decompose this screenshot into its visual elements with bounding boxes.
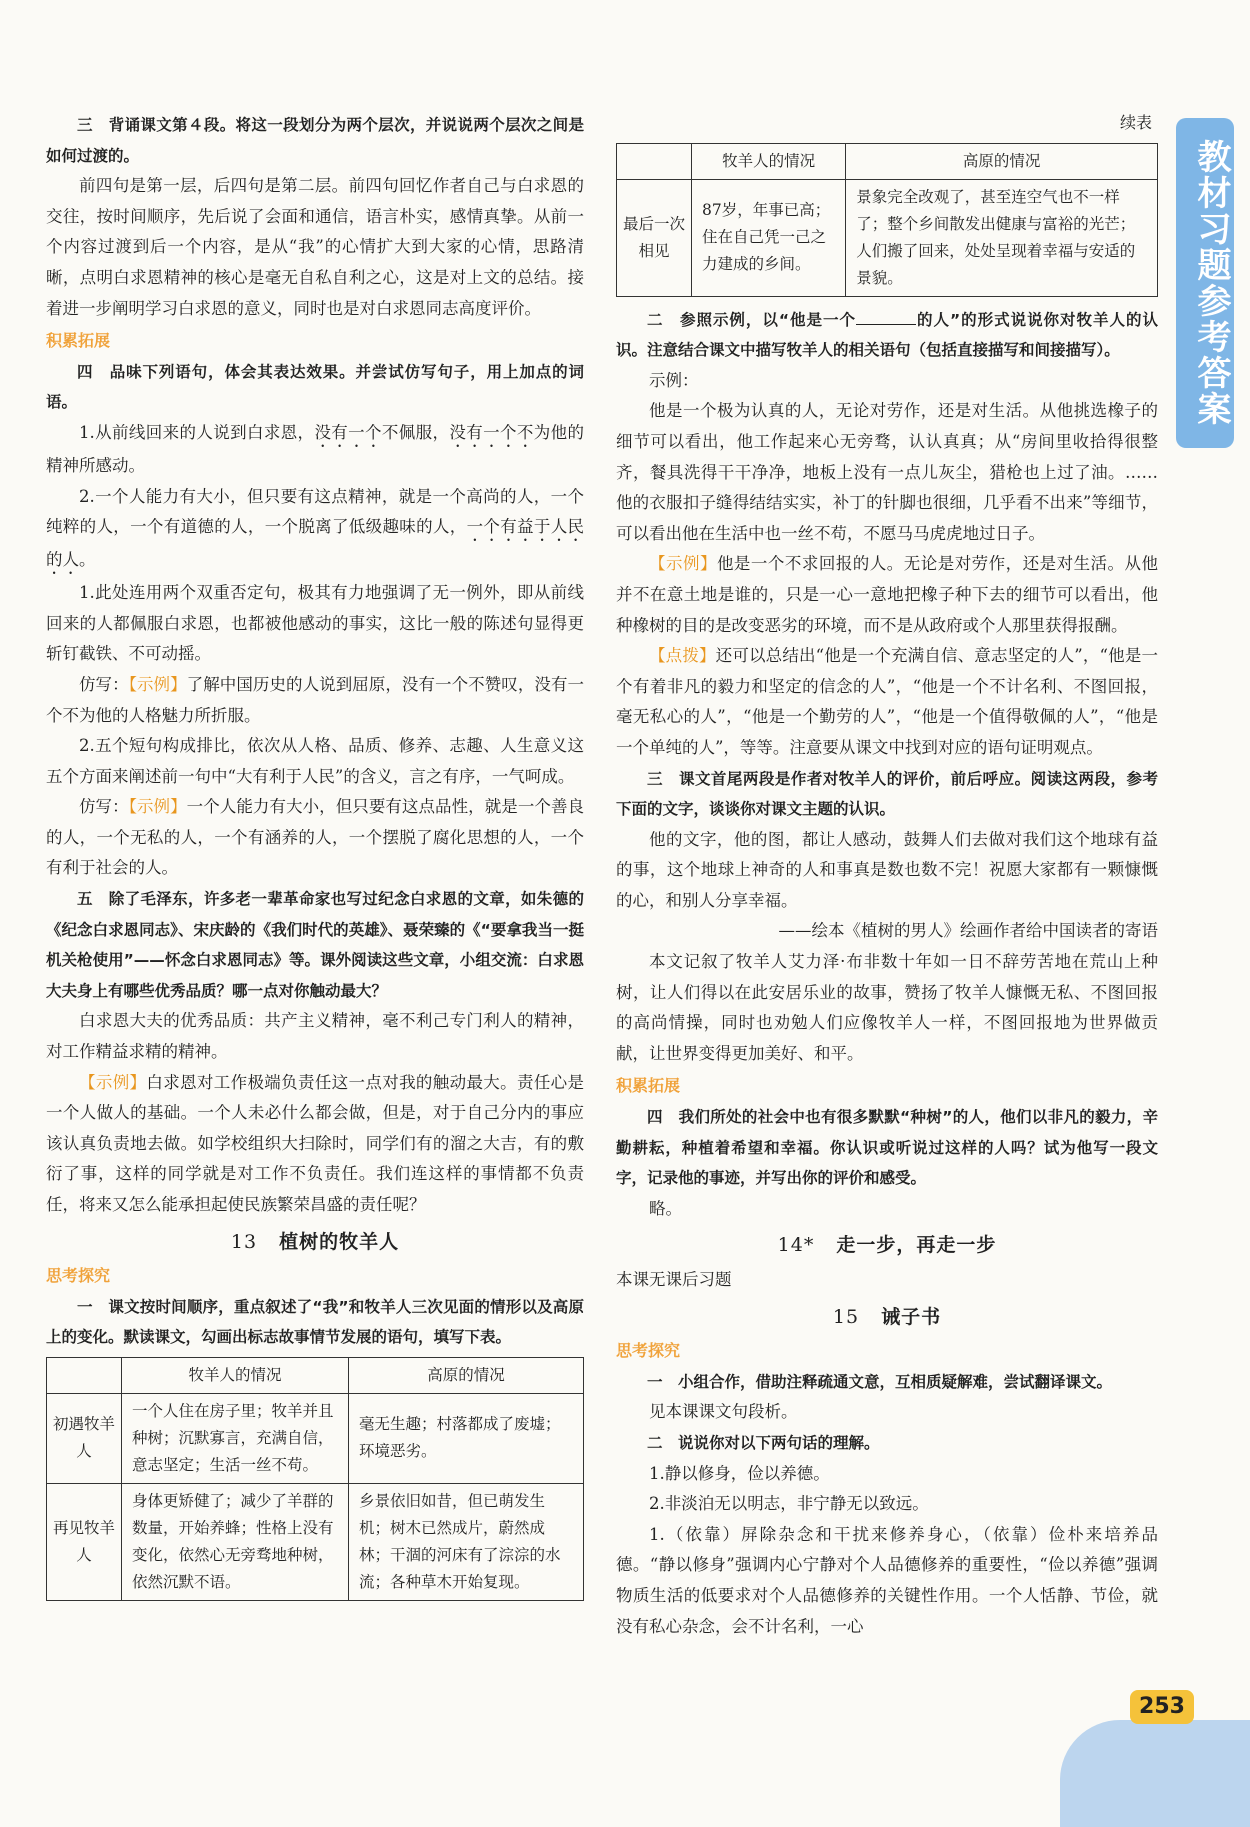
chapter-14-heading xyxy=(616,1230,1158,1261)
question-5-answer: 白求恩大夫的优秀品质：共产主义精神，毫不利己专门利人的精神，对工作精益求精的精神。 xyxy=(46,1011,584,1062)
question-5-title: 五 除了毛泽东，许多老一辈革命家也写过纪念白求恩的文章，如朱德的《纪念白求恩同志》、宋庆龄的《我们时代的英雄》、聂荣臻的《“要拿我当一挺机关枪使用”——怀念白求恩同志》等。课外阅读这些文章，小组交流：白求恩大夫身上有哪些优秀品质？哪一点对你触动最大？ xyxy=(46,890,584,1000)
question-4-answer: 略。 xyxy=(649,1198,682,1218)
cell-shepherd: 身体更矫健了；减少了羊群的数量，开始养蜂；性格上没有变化，依然心无旁骛地种树，依然沉默不语。 xyxy=(122,1483,349,1600)
left-column xyxy=(46,110,584,1609)
chapter-15-sentence-2: 2.非淡泊无以明志，非宁静无以致远。 xyxy=(649,1494,929,1514)
example-2 xyxy=(616,549,1158,641)
question-3-answer: 前四句是第一层，后四句是第二层。前四句回忆作者自己与白求恩的交往，按时间顺序，先后说了会面和通信，语言朴实，感情真挚。从前一个内容过渡到后一个内容，是从“我”的心情扩大到大家的心情，思路清晰，点明白求恩精神的核心是毫无自私自利之心，这是对上文的总结。接着进一步阐明学习白求恩的意义，同时也是对白求恩同志高度评价。 xyxy=(46,176,584,318)
question-4-sentence-1 xyxy=(46,418,584,482)
answer-2: 2.五个短句构成排比，依次从人格、品质、修养、志趣、人生意义这五个方面来阐述前一句中“大有利于人民”的含义，言之有序，一气呵成。 xyxy=(46,736,584,786)
question-3-title: 三 课文首尾两段是作者对牧羊人的评价，前后呼应。阅读这两段，参考下面的文字，谈谈你对课文主题的认识。 xyxy=(616,769,1158,819)
example-2-text: 他是一个不求回报的人。无论是对劳作，还是对生活。从他并不在意土地是谁的，只是一心一意地把橡子种下去的细节可以看出，他种橡树的目的是改变恶劣的环境，而不是从政府或个人那里获得报酬。 xyxy=(616,554,1159,635)
chapter-15-heading xyxy=(616,1302,1158,1333)
question-3-title: 三 背诵课文第４段。将这一段划分为两个层次，并说说两个层次之间是如何过渡的。 xyxy=(46,116,584,165)
answer-1: 1.此处连用两个双重否定句，极其有力地强调了无一例外，即从前线回来的人都佩服白求恩，也都被他感动的事实，这比一般的陈述句显得更斩钉截铁、不可动摇。 xyxy=(46,583,584,664)
hint-text: 还可以总结出“他是一个充满自信、意志坚定的人”，“他是一个有着非凡的毅力和坚定的信念的人”，“他是一个不计名利、不图回报，毫无私心的人”，“他是一个勤劳的人”，“他是一个值得敬佩的人”，“他是一个单纯的人”，等等。注意要从课文中找到对应的语句证明观点。 xyxy=(616,646,1158,757)
question-5-example xyxy=(46,1068,584,1221)
chapter-15-answer-2: 1.（依靠）屏除杂念和干扰来修养身心，（依靠）俭朴来培养品德。“静以修身”强调内心宁静对个人品德修养的重要性，“俭以养德”强调物质生活的低要求对个人品德修养的关键性作用。一个人恬静、节俭，就没有私心杂念，会不计名利，一心 xyxy=(616,1524,1158,1636)
example-tag: 【示例】 xyxy=(128,797,187,817)
right-column xyxy=(616,110,1158,1642)
answer-1-imitation xyxy=(46,670,584,731)
quote-signature: ——绘本《植树的男人》绘画作者给中国读者的寄语 xyxy=(778,921,1158,941)
fill-blank xyxy=(856,308,916,325)
sentence-1-post: 为他的精神所感动。 xyxy=(46,422,585,475)
table-header-row xyxy=(617,143,1158,179)
hint-tag: 【点拨】 xyxy=(649,646,716,666)
cell-plateau: 毫无生趣；村落都成了废墟；环境恶劣。 xyxy=(349,1393,584,1483)
chapter-15-sentence-1: 1.静以修身，俭以养德。 xyxy=(649,1463,830,1483)
sentence-1-pre: 1.从前线回来的人说到白求恩， xyxy=(79,422,315,442)
side-tab-label: 教材习题参考答案 xyxy=(1176,118,1234,448)
example-tag: 【示例】 xyxy=(79,1072,147,1092)
imitation-label: 仿写： xyxy=(79,797,129,817)
imitation-text: 了解中国历史的人说到屈原，没有一个不赞叹，没有一个不为他的人格魅力所折服。 xyxy=(46,674,585,725)
cell-shepherd: 一个人住在房子里；牧羊并且种树；沉默寡言，充满自信，意志坚定；生活一丝不苟。 xyxy=(122,1393,349,1483)
table-row xyxy=(47,1483,584,1600)
q2-title-pre: 二 参照示例，以“他是一个 xyxy=(647,310,856,329)
quote-text: 他的文字，他的图，都让人感动，鼓舞人们去做对我们这个地球有益的事，这个地球上神奇的人和事真是数也数不完！祝愿大家都有一颗慷慨的心，和别人分享幸福。 xyxy=(616,829,1158,910)
cell-plateau: 景象完全改观了，甚至连空气也不一样了；整个乡间散发出健康与富裕的光芒；人们搬了回来，处处呈现着幸福与安适的景貌。 xyxy=(846,179,1158,296)
row-label: 最后一次相见 xyxy=(617,179,692,296)
section-heading-sikao: 思考探究 xyxy=(616,1341,681,1361)
chapter-15-question-1: 一 小组合作，借助注释疏通文意，互相质疑解难，尝试翻译课文。 xyxy=(647,1372,1113,1391)
chapter-15-question-2: 二 说说你对以下两句话的理解。 xyxy=(647,1433,880,1452)
sentence-1-mid: 不佩服， xyxy=(381,422,450,442)
question-4-title: 四 我们所处的社会中也有很多默默“种树”的人，他们以非凡的毅力，辛勤耕耘，种植着希望和幸福。你认识或听说过这样的人吗？试为他写一段文字，记录他的事迹，并写出你的评价和感受。 xyxy=(616,1108,1158,1188)
table-row xyxy=(47,1393,584,1483)
imitation-text: 一个人能力有大小，但只要有这点品性，就是一个善良的人，一个无私的人，一个有涵养的人，一个摆脱了腐化思想的人，一个有利于社会的人。 xyxy=(46,797,585,878)
example-tag: 【示例】 xyxy=(128,674,187,694)
table-corner xyxy=(47,1357,122,1393)
section-heading-sikao: 思考探究 xyxy=(46,1266,111,1286)
chapter-title: 植树的牧羊人 xyxy=(279,1230,400,1253)
sentence-2-dotted: 一个有益于人民的人 xyxy=(46,517,585,570)
corner-decoration xyxy=(1060,1720,1250,1827)
sentence-1-dotted-2: 没有一个不 xyxy=(449,422,534,442)
column-header-plateau: 高原的情况 xyxy=(349,1357,584,1393)
sentence-2-pre: 2.一个人能力有大小，但只要有这点精神，就是一个高尚的人，一个纯粹的人，一个有道德的人，一个脱离了低级趣味的人， xyxy=(46,486,584,537)
table-header-row xyxy=(47,1357,584,1393)
question-4-sentence-2 xyxy=(46,482,584,579)
section-heading-jilei: 积累拓展 xyxy=(46,331,111,351)
row-label: 再见牧羊人 xyxy=(47,1483,122,1600)
chapter-title: 走一步，再走一步 xyxy=(836,1234,997,1257)
chapter-number: 13 xyxy=(230,1230,258,1253)
shepherd-table xyxy=(46,1357,584,1601)
hint xyxy=(616,641,1158,763)
question-4-title: 四 品味下列语句，体会其表达效果。并尝试仿写句子，用上加点的词语。 xyxy=(46,362,584,412)
table-continued-label: 续表 xyxy=(1119,113,1152,132)
section-heading-jilei: 积累拓展 xyxy=(616,1076,681,1096)
column-header-plateau: 高原的情况 xyxy=(846,143,1158,179)
example-tag: 【示例】 xyxy=(649,554,717,574)
chapter-15-answer-1: 见本课课文句段析。 xyxy=(649,1402,798,1422)
cell-shepherd: 87岁，年事已高；住在自己凭一己之力建成的乡间。 xyxy=(692,179,846,296)
sentence-2-post: 。 xyxy=(79,550,96,570)
answer-2-imitation xyxy=(46,792,584,884)
column-header-shepherd: 牧羊人的情况 xyxy=(122,1357,349,1393)
shepherd-table-continued xyxy=(616,143,1158,297)
q2-title-post: 的人”的形式说说你对牧羊人的认识。注意结合课文中描写牧羊人的相关语句（包括直接描写和间接描写）。 xyxy=(616,310,1158,360)
chapter-13-heading xyxy=(46,1227,584,1258)
cell-plateau: 乡景依旧如昔，但已萌发生机；树木已然成片，蔚然成林；干涸的河床有了淙淙的水流；各种草木开始复现。 xyxy=(349,1483,584,1600)
imitation-label: 仿写： xyxy=(79,674,129,694)
chapter-title: 诫子书 xyxy=(881,1305,942,1328)
table-corner xyxy=(617,143,692,179)
question-3-answer: 本文记叙了牧羊人艾力泽·布非数十年如一日不辞劳苦地在荒山上种树，让人们得以在此安居乐业的故事，赞扬了牧羊人慷慨无私、不图回报的高尚情操，同时也劝勉人们应像牧羊人一样，不图回报地为世界做贡献，让世界变得更加美好、和平。 xyxy=(616,952,1158,1063)
table-row xyxy=(617,179,1158,296)
example-text: 他是一个极为认真的人，无论对劳作，还是对生活。从他挑选橡子的细节可以看出，他工作起来心无旁骛，认认真真；从“房间里收拾得很整齐，餐具洗得干干净净，地板上没有一点儿灰尘，猎枪也上过了油。……他的衣服扣子缝得结结实实，补丁的针脚也很细，几乎看不出来”等细节，可以看出他在生活中也一丝不苟，不愿马马虎虎地过日子。 xyxy=(616,401,1158,543)
example-text: 白求恩对工作极端负责任这一点对我的触动最大。责任心是一个人做人的基础。一个人未必什么都会做，但是，对于自己分内的事应该认真负责地去做。如学校组织大扫除时，同学们有的溜之大吉，有的敷衍了事，这样的同学就是对工作不负责任。我们连这样的事情都不负责任，将来又怎么能承担起使民族繁荣昌盛的责任呢？ xyxy=(46,1072,585,1214)
page-number: 253 xyxy=(1130,1690,1194,1724)
example-label: 示例： xyxy=(649,370,699,390)
chapter-13-question-1: 一 课文按时间顺序，重点叙述了“我”和牧羊人三次见面的情形以及高原上的变化。默读课文，勾画出标志故事情节发展的语句，填写下表。 xyxy=(46,1297,584,1347)
chapter-14-note: 本课无课后习题 xyxy=(616,1270,732,1289)
question-2-title xyxy=(616,305,1158,366)
chapter-number: 14* xyxy=(777,1234,815,1257)
column-header-shepherd: 牧羊人的情况 xyxy=(692,143,846,179)
sentence-1-dotted-1: 没有一个 xyxy=(314,422,382,442)
chapter-number: 15 xyxy=(832,1305,860,1328)
row-label: 初遇牧羊人 xyxy=(47,1393,122,1483)
